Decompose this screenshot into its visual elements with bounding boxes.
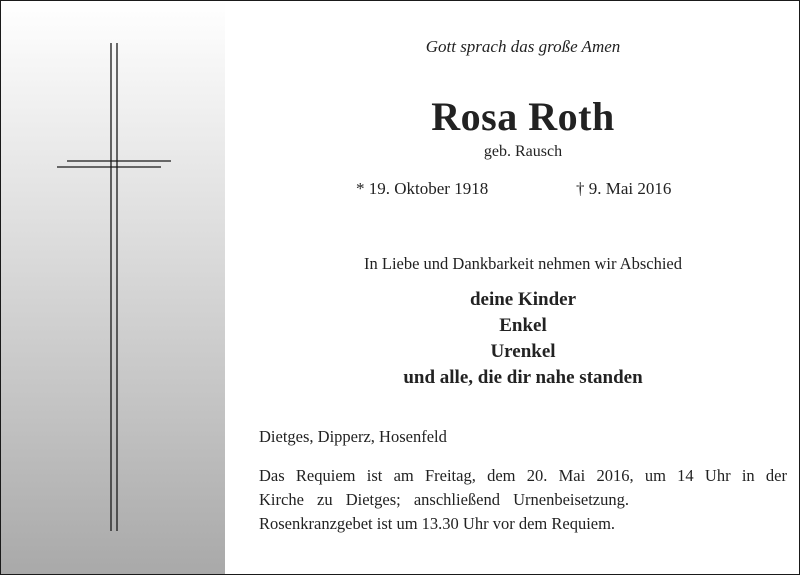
farewell-text: In Liebe und Dankbarkeit nehmen wir Abschied <box>364 254 682 273</box>
service-line: Kirche zu Dietges; anschließend Urnenbeisetzung. <box>259 490 630 509</box>
mourner-line: Urenkel <box>490 341 556 362</box>
cross-icon <box>1 1 225 574</box>
mourner-line: deine Kinder <box>469 289 577 310</box>
birth-date: * 19. Oktober 1918 <box>356 179 489 198</box>
motto-text: Gott sprach das große Amen <box>425 37 621 56</box>
mourner-line: Enkel <box>499 315 547 336</box>
life-dates <box>1 179 800 203</box>
deceased-name: Rosa Roth <box>431 94 615 139</box>
service-line: Rosenkranzgebet ist um 13.30 Uhr vor dem Requiem. <box>259 514 616 533</box>
service-line: Das Requiem ist am Freitag, dem 20. Mai 2016, um 14 Uhr in der <box>259 466 787 485</box>
death-date: † 9. Mai 2016 <box>576 179 672 198</box>
mourners-list <box>259 287 787 391</box>
gradient-side-panel <box>1 1 225 574</box>
service-details <box>259 464 787 536</box>
mourner-line: und alle, die dir nahe standen <box>403 367 643 388</box>
place-line: Dietges, Dipperz, Hosenfeld <box>259 427 447 446</box>
maiden-name: geb. Rausch <box>483 143 563 160</box>
